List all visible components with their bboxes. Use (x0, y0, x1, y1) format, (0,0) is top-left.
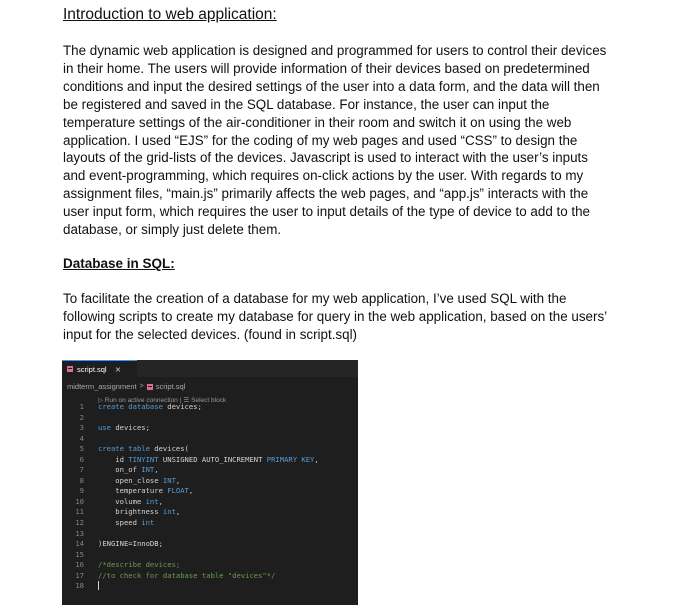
select-block-link[interactable]: ☰ Select block (183, 397, 227, 404)
code-token: on_of (98, 465, 142, 475)
code-token: INT (141, 465, 155, 475)
paragraph-line: input for the selected devices. (found in script.sql) (63, 326, 357, 342)
paragraph-line: user input form, which requires the user to input details of the type of device to add to the (63, 204, 591, 220)
breadcrumb (62, 380, 358, 393)
paragraph-line: in their home. The users will provide information of their devices based on predetermined (63, 60, 590, 76)
code-token: speed (98, 518, 142, 528)
code-token: int (145, 496, 159, 506)
line-number: 15 (75, 549, 84, 559)
code-line (62, 465, 358, 476)
editor-tab-script-sql[interactable] (62, 360, 137, 377)
paragraph-line: assignment files, “main.js” primarily affects the web pages, and “app.js” interacts with the (63, 186, 589, 202)
code-token: temperature (98, 486, 168, 496)
breadcrumb-folder[interactable]: midterm_assignment (67, 382, 137, 391)
code-token: int (162, 507, 176, 517)
paragraph-line: application. I used “EJS” for the coding of my web pages and used “CSS” to design the (63, 132, 578, 148)
line-number: 8 (79, 475, 84, 485)
code-token: devices( (154, 444, 189, 454)
code-token: devices; (167, 402, 202, 411)
code-token: //to check for database table "devices"*/ (98, 570, 276, 580)
paragraph-line: conditions and input the desired settings of the user into a data form, and the data will then (63, 78, 600, 94)
code-editor-screenshot (62, 360, 358, 605)
line-number: 5 (79, 444, 84, 454)
line-number: 2 (79, 412, 84, 422)
line-number: 4 (79, 433, 84, 443)
code-token: /*describe devices; (98, 560, 181, 570)
run-on-connection-link[interactable]: ▷ Run on active connection (98, 397, 178, 404)
code-line (62, 444, 358, 455)
code-token: TINYINT (128, 454, 159, 464)
code-line (62, 560, 358, 571)
code-line (62, 476, 358, 487)
paragraph-line: be registered and saved in the SQL database. For instance, the user can input the (63, 96, 550, 112)
line-number: 16 (75, 560, 84, 570)
intro-heading: Introduction to web application: (63, 6, 277, 23)
line-number: 7 (79, 465, 84, 475)
line-number: 3 (79, 423, 84, 433)
code-line (62, 529, 358, 540)
code-line (62, 497, 358, 508)
line-number: 14 (75, 539, 84, 549)
code-line (62, 539, 358, 550)
paragraph-line: following scripts to create my database for query in the web application, based on the users’ (63, 308, 608, 324)
text-cursor (98, 581, 99, 590)
code-token: devices; (115, 423, 150, 433)
paragraph-line: and event-programming, which requires on-click actions by the user. With regards to my (63, 168, 584, 184)
intro-paragraph (63, 42, 623, 239)
code-line (62, 571, 358, 582)
code-area[interactable] (62, 402, 358, 592)
line-number: 13 (75, 528, 84, 538)
line-number: 11 (75, 507, 84, 517)
line-number: 12 (75, 518, 84, 528)
code-token: , (314, 454, 319, 464)
code-line (62, 486, 358, 497)
code-token: id (98, 454, 129, 464)
line-number: 17 (75, 570, 84, 580)
code-line (62, 413, 358, 424)
code-token: use (98, 423, 116, 433)
code-token: volume (98, 496, 146, 506)
database-heading: Database in SQL: (63, 256, 175, 271)
code-line (62, 455, 358, 466)
code-line (62, 423, 358, 434)
code-token: , (175, 475, 181, 485)
code-token: , (188, 486, 194, 496)
code-token: , (154, 465, 159, 475)
code-line (62, 518, 358, 529)
code-line (62, 550, 358, 561)
paragraph-line: temperature settings of the air-conditioner in their room and switch it on using the web (63, 114, 572, 130)
sql-file-icon (67, 366, 73, 372)
code-line (62, 402, 358, 413)
code-token: PRIMARY KEY (266, 454, 315, 464)
code-token: UNSIGNED AUTO_INCREMENT (158, 454, 267, 464)
line-number: 10 (75, 496, 84, 506)
paragraph-line: The dynamic web application is designed and programmed for users to control their devices (63, 43, 607, 58)
editor-tab-bar (62, 360, 358, 377)
code-token: , (175, 507, 181, 517)
code-token: create table (98, 444, 155, 454)
code-token: int (141, 518, 155, 528)
code-line (62, 581, 358, 592)
breadcrumb-file[interactable]: script.sql (155, 382, 186, 391)
line-number: 1 (79, 402, 84, 411)
code-token: INT (162, 475, 176, 485)
line-number: 18 (75, 581, 84, 591)
paragraph-line: database, or simply just delete them. (63, 222, 282, 238)
code-token: FLOAT (167, 486, 189, 496)
sql-file-icon (147, 384, 153, 390)
code-token: , (158, 496, 163, 506)
code-token: open_close (98, 475, 163, 485)
code-line (62, 434, 358, 445)
line-number: 9 (79, 486, 84, 496)
codelens-separator: | (179, 396, 182, 404)
paragraph-line: To facilitate the creation of a database for my web application, I’ve used SQL with the (63, 291, 567, 306)
code-token: create database (98, 402, 168, 411)
close-icon[interactable]: × (114, 364, 122, 374)
tab-label: script.sql (77, 364, 107, 374)
paragraph-line: layouts of the grid-lists of the devices. Javascript is used to interact with the user’s inputs (63, 150, 588, 166)
line-number: 6 (79, 454, 84, 464)
chevron-right-icon: > (139, 383, 144, 390)
database-paragraph (63, 290, 623, 344)
code-line (62, 507, 358, 518)
code-token: )ENGINE=InnoDB; (98, 539, 163, 549)
code-token: brightness (98, 507, 163, 517)
